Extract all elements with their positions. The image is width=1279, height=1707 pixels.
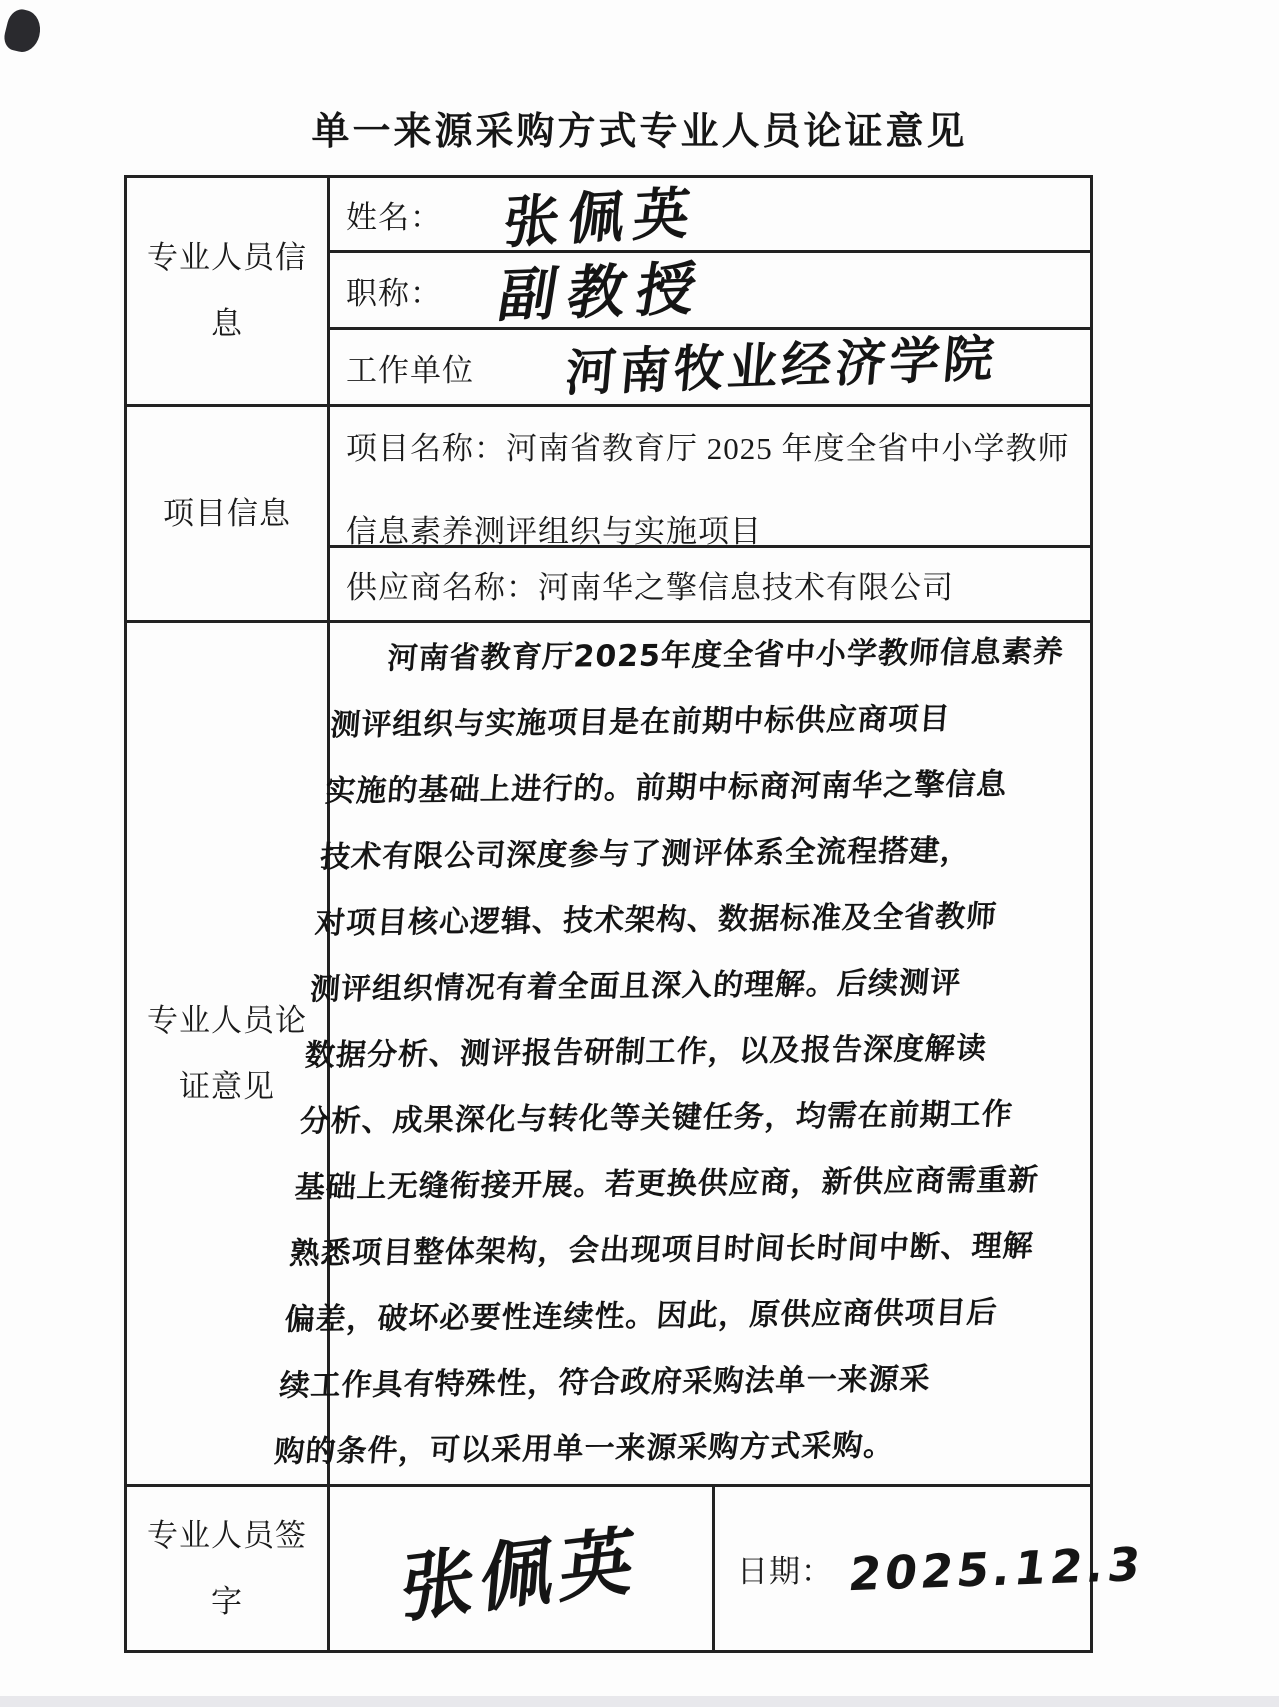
section-signature bbox=[127, 1487, 330, 1650]
job-title-label: 职称： bbox=[346, 275, 442, 311]
certification-table bbox=[124, 175, 1148, 1653]
name-label: 姓名： bbox=[346, 199, 442, 235]
section-project-info bbox=[127, 407, 330, 623]
signature-cell bbox=[330, 1487, 715, 1650]
project-name-line1 bbox=[346, 423, 1090, 468]
scan-edge-strip bbox=[0, 1696, 1279, 1707]
document-title: 单一来源采购方式专业人员论证意见 bbox=[311, 111, 968, 153]
work-unit-label: 工作单位 bbox=[346, 352, 474, 388]
project-name-value-line1: 河南省教育厅 2025 年度全省中小学教师 bbox=[506, 431, 1070, 466]
project-name-row bbox=[330, 407, 1090, 548]
section-opinion-label: 专业人员论证意见 bbox=[147, 1002, 307, 1104]
date-handwritten-value: 2025.12.3 bbox=[845, 1536, 1148, 1601]
section-personnel-info bbox=[127, 178, 330, 407]
date-cell bbox=[715, 1487, 1148, 1650]
scan-corner-smudge bbox=[1, 7, 44, 56]
section-project-info-label: 项目信息 bbox=[163, 495, 291, 531]
date-label: 日期： bbox=[737, 1554, 833, 1589]
work-unit-handwritten-value: 河南牧业经济学院 bbox=[563, 329, 1001, 403]
project-name-label: 项目名称： bbox=[346, 431, 506, 466]
supplier-label: 供应商名称： bbox=[346, 569, 538, 605]
job-title-handwritten-value: 副教授 bbox=[493, 254, 712, 330]
work-unit-row bbox=[330, 330, 1090, 407]
project-name-value-line2: 信息素养测评组织与实施项目 bbox=[346, 514, 762, 549]
section-personnel-info-label: 专业人员信息 bbox=[147, 240, 307, 341]
opinion-cell bbox=[273, 623, 1090, 1487]
supplier-row bbox=[330, 548, 1090, 623]
signature-handwritten-value: 张佩英 bbox=[397, 1516, 644, 1634]
name-handwritten-value: 张佩英 bbox=[500, 180, 702, 257]
supplier-value: 河南华之擎信息技术有限公司 bbox=[538, 569, 954, 605]
opinion-handwritten-text: 河南省教育厅2025年度全省中小学教师信息素养 测评组织与实施项目是在前期中标供应商项目 实施的基础上进行的。前期中标商河南华之擎信息 技术有限公司深度参与了测评体系全流程搭建， 对项目核心逻辑、技术架构、数据标准及全省教师 测评组织情况有着全面且深入的理解。后续测评 数据分析、测评报告研制工作，以及报告深度解读 分析、成果深化与转化等关键任务，均需在前期工作 基础上无缝衔接开展。若更换供应商，新供应商需重新 熟悉项目整体架构，会出现项目时间长时间中断、理解 偏差，破坏必要性连续性。因此，原供应商供项目后 续工作具有特殊性，符合政府采购法单一来源采 购的条件，可以采用单一来源采购方式采购。 bbox=[273, 634, 1066, 1470]
section-signature-label: 专业人员签字 bbox=[147, 1517, 307, 1619]
